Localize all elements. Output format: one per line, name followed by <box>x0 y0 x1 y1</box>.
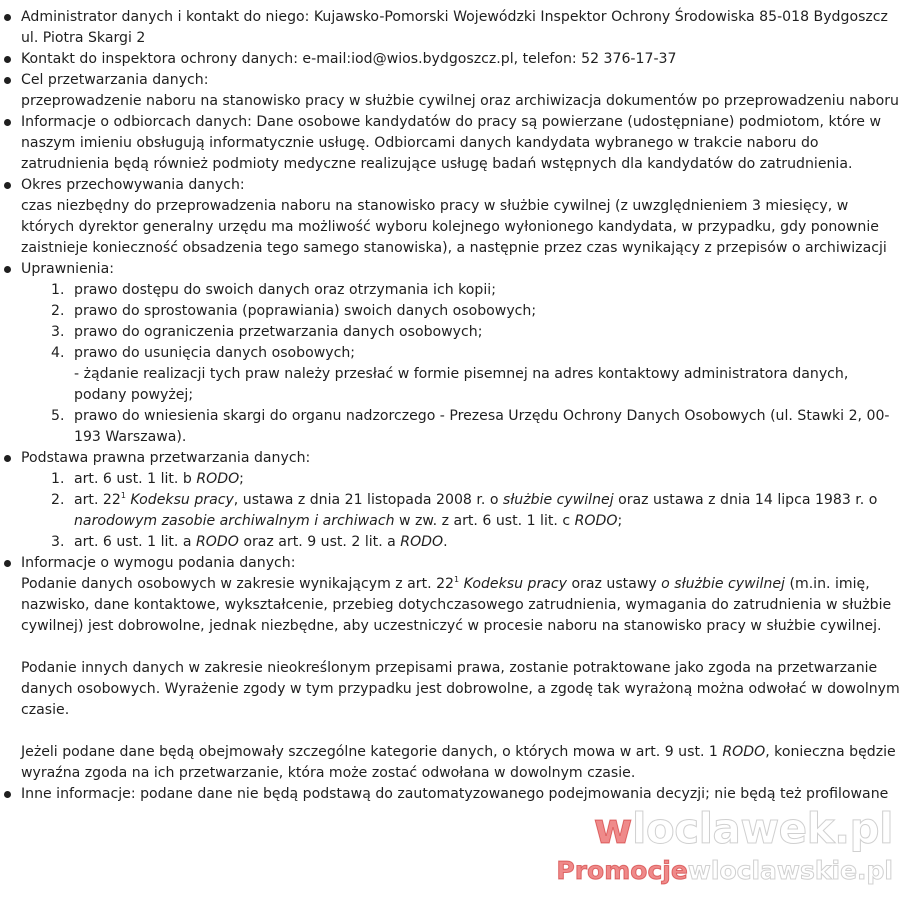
superscript: 1 <box>454 575 460 584</box>
requirement-paragraph-3 <box>21 742 900 784</box>
rights-item-text: prawo dostępu do swoich danych oraz otrzymania ich kopii; <box>74 282 496 298</box>
rights-item-number: 1. <box>51 282 65 298</box>
recipients-text: Informacje o odbiorcach danych: Dane osobowe kandydatów do pracy są powierzane (udostępniane) podmiotom, które w naszym imieniu obsługują informatycznie usługę. Odbiorcami danych kandydata wybranego w trakcie naboru do zatrudnienia będą również podmioty medyczne realizujące usługę badań wstępnych dla kandydatów do zatrudnienia. <box>21 114 881 172</box>
legal-zasob-archiwalny: narodowym zasobie archiwalnym i archiwach <box>74 513 395 529</box>
legal-rodo: RODO <box>196 534 239 550</box>
legal-text: , ustawa z dnia 21 listopada 2008 r. o <box>233 492 503 508</box>
bullet-icon <box>4 56 11 63</box>
bullet-icon <box>4 266 11 273</box>
list-item-rights <box>0 259 900 448</box>
list-item-retention <box>0 175 900 259</box>
legal-item <box>21 532 900 553</box>
requirement-text: Podanie danych osobowych w zakresie wynikającym z art. 22 <box>21 576 455 592</box>
rights-item-number: 5. <box>51 408 65 424</box>
bullet-icon <box>4 14 11 21</box>
legal-rodo: RODO <box>574 513 618 529</box>
purpose-title: Cel przetwarzania danych: <box>21 72 209 88</box>
legal-item-number: 1. <box>51 471 65 487</box>
requirement-paragraph-2: Podanie innych danych w zakresie nieokreślonym przepisami prawa, zostanie potraktowane jako zgoda na przetwarzanie danych osobowych. Wyrażenie zgody w tym przypadku jest dobrowolne, a zgodę tak wyrażoną można odwołać w dowolnym czasie. <box>21 660 900 718</box>
legal-text: art. 6 ust. 1 lit. a <box>74 534 197 550</box>
watermark-text: wloclawskie.pl <box>687 856 893 885</box>
watermark-red-part: w <box>593 804 632 853</box>
rights-item-number: 2. <box>51 303 65 319</box>
administrator-text: Administrator danych i kontakt do niego: Kujawsko-Pomorski Wojewódzki Inspektor Ochrony Środowiska 85-018 Bydgoszcz ul. Piotra Skargi 2 <box>21 9 888 46</box>
requirement-text: (m.in. imię, nazwisko, dane kontaktowe, wykształcenie, przebieg dotychczasowego zatrudnienia, wymagania do zatrudnienia w służbie cywilnej) jest dobrowolne, jednak niezbędne, aby uczestniczyć w procesie naboru na stanowisko pracy w służbie cywilnej. <box>21 576 892 634</box>
bullet-icon <box>4 182 11 189</box>
rights-item <box>21 280 900 301</box>
watermark-logo <box>543 806 893 894</box>
legal-text: ; <box>239 471 244 487</box>
legal-text: oraz art. 9 ust. 2 lit. a <box>238 534 401 550</box>
rights-title: Uprawnienia: <box>21 261 114 277</box>
rights-item <box>21 343 900 406</box>
rights-item <box>21 322 900 343</box>
legal-rodo: RODO <box>196 471 240 487</box>
legal-item <box>21 490 900 532</box>
gdpr-info-list <box>0 7 900 805</box>
list-item-administrator <box>0 7 900 49</box>
paragraph-gap <box>21 637 900 658</box>
rights-item <box>21 406 900 448</box>
list-item-purpose <box>0 70 900 112</box>
requirement-title: Informacje o wymogu podania danych: <box>21 555 296 571</box>
bullet-icon <box>4 791 11 798</box>
requirement-kodeks-pracy: Kodeksu pracy <box>459 576 567 592</box>
rights-item <box>21 301 900 322</box>
legal-kodeks-pracy: Kodeksu pracy <box>125 492 234 508</box>
legal-text: . <box>443 534 448 550</box>
other-text: Inne informacje: podane dane nie będą podstawą do zautomatyzowanego podejmowania decyzji; nie będą też profilowane <box>21 786 889 802</box>
legal-sluzba-cywilna: służbie cywilnej <box>502 492 614 508</box>
superscript: 1 <box>120 491 126 500</box>
rights-item-number: 3. <box>51 324 65 340</box>
legal-rodo: RODO <box>400 534 444 550</box>
list-item-iod-contact <box>0 49 900 70</box>
requirement-sluzba-cywilna: o służbie cywilnej <box>661 576 785 592</box>
legal-text: art. 22 <box>74 492 121 508</box>
legal-item-number: 2. <box>51 492 65 508</box>
list-item-recipients <box>0 112 900 175</box>
legal-list <box>21 469 900 553</box>
iod-contact-text: Kontakt do inspektora ochrony danych: e-mail:iod@wios.bydgoszcz.pl, telefon: 52 376-17-37 <box>21 51 677 67</box>
rights-item-note: - żądanie realizacji tych praw należy przesłać w formie pisemnej na adres kontaktowy administratora danych, podany powyżej; <box>74 366 849 403</box>
watermark-line-1 <box>594 806 893 852</box>
rights-item-text: prawo do usunięcia danych osobowych; <box>74 345 356 361</box>
retention-title: Okres przechowywania danych: <box>21 177 245 193</box>
bullet-icon <box>4 560 11 567</box>
purpose-text: przeprowadzenie naboru na stanowisko pracy w służbie cywilnej oraz archiwizacja dokumentów po przeprowadzeniu naboru <box>21 93 899 109</box>
bullet-icon <box>4 455 11 462</box>
list-item-other <box>0 784 900 805</box>
rights-item-text: prawo do sprostowania (poprawiania) swoich danych osobowych; <box>74 303 537 319</box>
requirement-text: , konieczna będzie wyraźna zgoda na ich przetwarzanie, która może zostać odwołana w dowolnym czasie. <box>21 744 896 781</box>
watermark-line-2 <box>556 856 893 886</box>
legal-item-number: 3. <box>51 534 65 550</box>
legal-text: oraz ustawa z dnia 14 lipca 1983 r. o <box>613 492 878 508</box>
requirement-rodo: RODO <box>722 744 766 760</box>
bullet-icon <box>4 119 11 126</box>
retention-text: czas niezbędny do przeprowadzenia naboru na stanowisko pracy w służbie cywilnej (z uwzględnieniem 3 miesięcy, w których dyrektor generalny urzędu ma możliwość wyboru kolejnego wyłonionego kandydata, w przypadku, gdy ponownie zaistnieje konieczność obsadzenia tego samego stanowiska), a następnie przez czas wynikający z przepisów o archiwizacji <box>21 198 887 256</box>
legal-text: w zw. z art. 6 ust. 1 lit. c <box>394 513 575 529</box>
paragraph-gap <box>21 721 900 742</box>
requirement-text: oraz ustawy <box>566 576 662 592</box>
list-item-requirement <box>0 553 900 784</box>
bullet-icon <box>4 77 11 84</box>
requirement-paragraph-1 <box>21 574 900 637</box>
rights-item-text: prawo do ograniczenia przetwarzania danych osobowych; <box>74 324 483 340</box>
legal-title: Podstawa prawna przetwarzania danych: <box>21 450 311 466</box>
legal-text: art. 6 ust. 1 lit. b <box>74 471 197 487</box>
rights-list <box>21 280 900 448</box>
list-item-legal-basis <box>0 448 900 553</box>
legal-text: ; <box>617 513 623 529</box>
requirement-text: Jeżeli podane dane będą obejmowały szczególne kategorie danych, o których mowa w art. 9 ust. 1 <box>21 744 723 760</box>
legal-item <box>21 469 900 490</box>
watermark-text: loclawek.pl <box>631 804 893 853</box>
watermark-red-part: Promocje <box>556 856 688 885</box>
rights-item-text: prawo do wniesienia skargi do organu nadzorczego - Prezesa Urzędu Ochrony Danych Osobowych (ul. Stawki 2, 00-193 Warszawa). <box>74 408 890 445</box>
rights-item-number: 4. <box>51 345 65 361</box>
